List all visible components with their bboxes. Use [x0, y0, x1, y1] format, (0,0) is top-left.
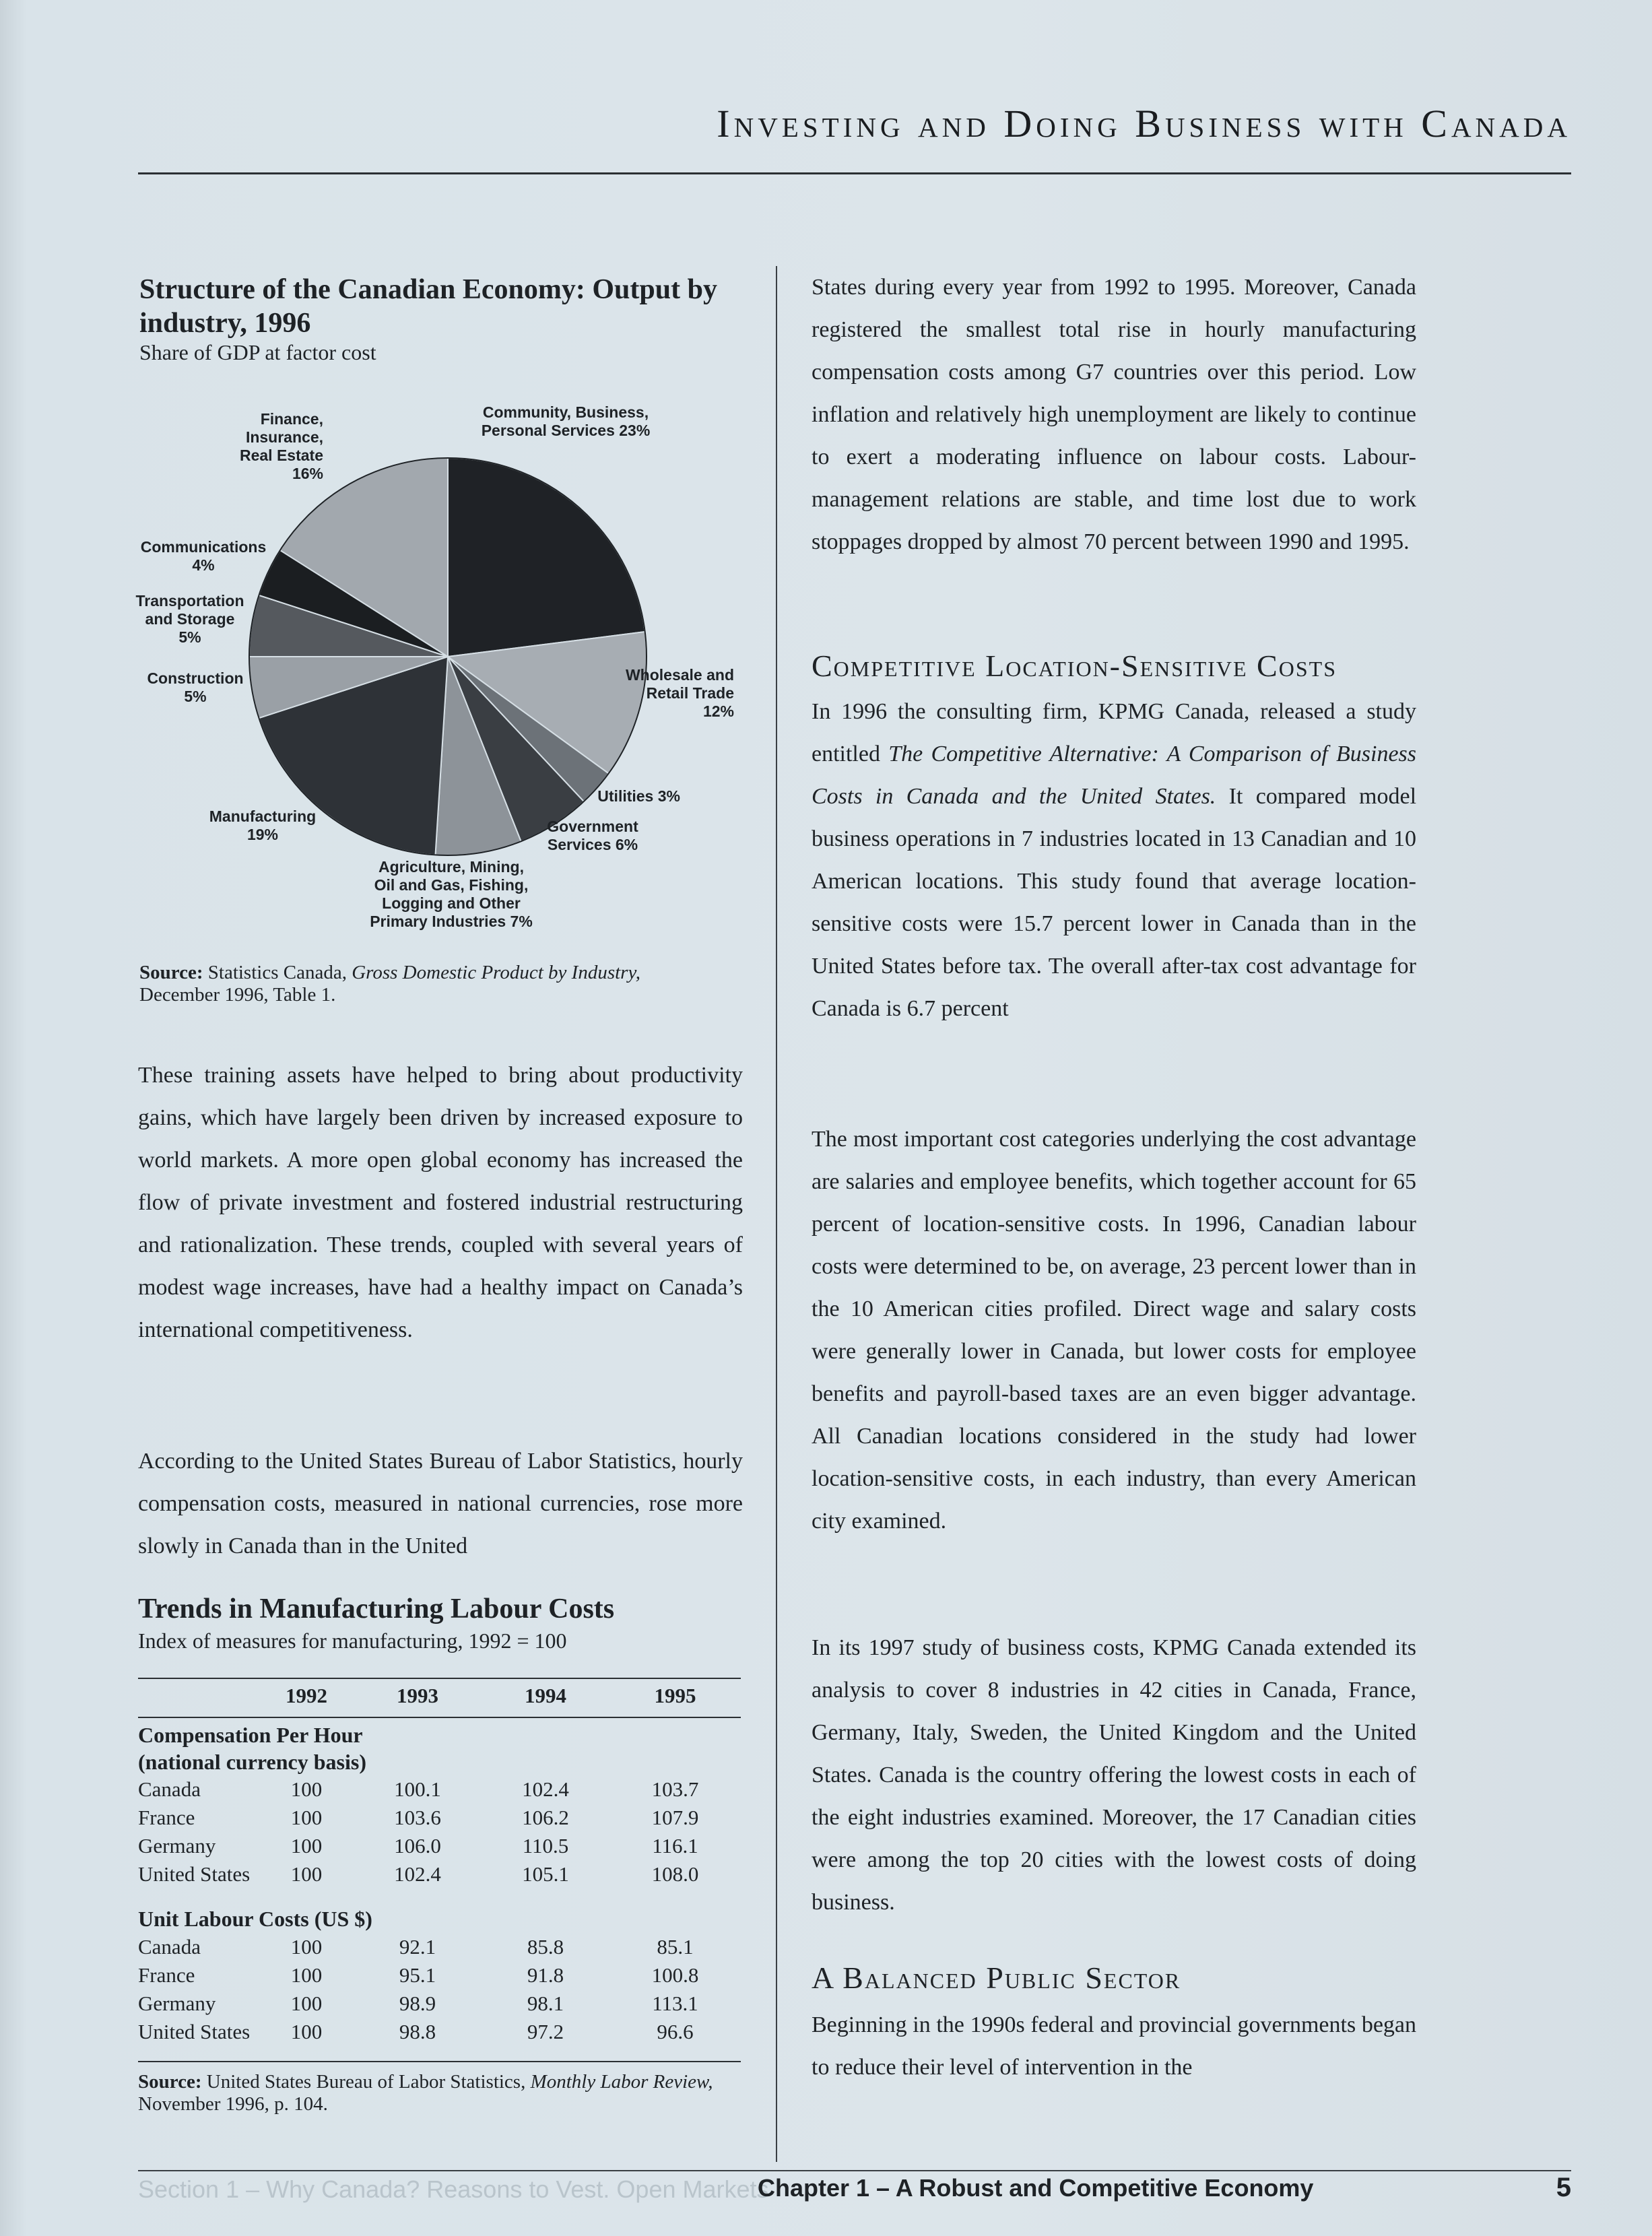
table-row — [138, 1860, 741, 1888]
cell: 100 — [290, 1935, 323, 1959]
cell: 97.2 — [527, 2020, 564, 2043]
column-header: 1995 — [654, 1684, 696, 1707]
row-label: Germany — [138, 1992, 216, 2015]
pie-slice-label: Transportation and Storage 5% — [135, 592, 244, 646]
cell: 100 — [290, 1992, 323, 2015]
cell: 116.1 — [652, 1834, 698, 1857]
column-divider — [776, 266, 777, 2162]
chart-source — [139, 962, 746, 1006]
table-group-heading — [138, 1888, 741, 1933]
table-row — [138, 1775, 741, 1804]
group-name: Unit Labour Costs (US $) — [138, 1907, 372, 1931]
cell: 98.1 — [527, 1992, 564, 2015]
cell: 100 — [290, 1963, 323, 1987]
pie-slice — [448, 458, 645, 657]
row-label: France — [138, 1963, 195, 1987]
table-row — [138, 1804, 741, 1832]
cell: 92.1 — [399, 1935, 436, 1959]
paragraph-text: It compared model business operations in 7 industries located in 13 Canadian and 10 American locations. This study found that average location-sensitive costs were 15.7 percent lower in Canada than in the United States before tax. The overall after-tax cost advantage for Canada is 6.7 percent — [812, 784, 1417, 1021]
table-subtitle: Index of measures for manufacturing, 1992 = 100 — [138, 1629, 567, 1653]
footer-rule — [138, 2170, 1571, 2171]
section-heading-public-sector: A Balanced Public Sector — [812, 1961, 1181, 1995]
pie-slice-label: Community, Business, Personal Services 23% — [481, 403, 651, 439]
column-header: 1992 — [286, 1684, 327, 1707]
cell: 100.1 — [394, 1777, 441, 1801]
section-heading-costs: Competitive Location-Sensitive Costs — [812, 649, 1337, 683]
row-label: United States — [138, 2020, 251, 2043]
cell: 110.5 — [522, 1834, 569, 1857]
page-number: 5 — [1556, 2173, 1571, 2202]
right-paragraph-2 — [812, 690, 1416, 1030]
header-rule — [138, 172, 1571, 174]
pie-slice-label: Communications 4% — [140, 538, 267, 574]
left-paragraph-2: According to the United States Bureau of Labor Statistics, hourly compensation costs, measured in national currencies, rose more slowly in Canada than in the United — [138, 1449, 743, 1558]
chart-subtitle: Share of GDP at factor cost — [139, 340, 376, 364]
cell: 102.4 — [522, 1777, 569, 1801]
table-source-text: United States Bureau of Labor Statistics, — [206, 2071, 526, 2093]
pie-slice-label: Agriculture, Mining, Oil and Gas, Fishing, Logging and Other Primary Industries 7% — [370, 858, 533, 930]
chart-title: Structure of the Canadian Economy: Output by industry, 1996 — [139, 274, 717, 339]
cell: 103.7 — [651, 1777, 699, 1801]
row-label: France — [138, 1806, 195, 1829]
cell: 100.8 — [651, 1963, 699, 1987]
pie-slice-label: Government Services 6% — [547, 818, 638, 853]
cell: 113.1 — [652, 1992, 698, 2015]
chart-source-label: Source: — [139, 962, 203, 983]
pie-slice-label: Finance, Insurance, Real Estate 16% — [239, 410, 323, 482]
cell: 96.6 — [657, 2020, 694, 2043]
row-label: Germany — [138, 1834, 216, 1857]
table-row — [138, 1832, 741, 1860]
right-paragraph-5: Beginning in the 1990s federal and provincial governments began to reduce their level of intervention in the — [812, 2012, 1416, 2080]
cell: 98.8 — [399, 2020, 436, 2043]
pie-slice-label: Wholesale and Retail Trade 12% — [625, 666, 734, 720]
pie-slice-label: Construction 5% — [147, 669, 244, 705]
table-header-row — [138, 1677, 741, 1715]
row-label: United States — [138, 1862, 251, 1886]
footer-ghost-text: Section 1 – Why Canada? Reasons to Vest. Open Markets — [138, 2175, 769, 2203]
cell: 108.0 — [651, 1862, 699, 1886]
column-header: 1993 — [397, 1684, 438, 1707]
cell: 100 — [290, 1862, 323, 1886]
table-title: Trends in Manufacturing Labour Costs — [138, 1593, 615, 1624]
table-source-title: Monthly Labor Review, — [530, 2071, 713, 2093]
table-bottom-rule — [138, 2061, 741, 2062]
cell: 98.9 — [399, 1992, 436, 2015]
table-row — [138, 1990, 741, 2018]
table-source — [138, 2071, 731, 2115]
footer-chapter-title: Chapter 1 – A Robust and Competitive Economy — [758, 2174, 1314, 2202]
cell: 106.2 — [522, 1806, 569, 1829]
table-source-label: Source: — [138, 2071, 202, 2093]
chart-source-tail: December 1996, Table 1. — [139, 984, 336, 1006]
group-name: Compensation Per Hour (national currency basis) — [138, 1723, 366, 1774]
cell: 106.0 — [394, 1834, 441, 1857]
row-label: Canada — [138, 1777, 201, 1801]
cell: 100 — [290, 1806, 323, 1829]
cell: 107.9 — [651, 1806, 699, 1829]
right-paragraph-3: The most important cost categories underlying the cost advantage are salaries and employee benefits, which together account for 65 percent of location-sensitive costs. In 1996, Canadian labour costs were determined to be, on average, 23 percent lower than in the 10 American cities profiled. Direct wage and salary costs were generally lower in Canada, but lower costs for employee benefits and payroll-based taxes are an even bigger advantage. All Canadian locations considered in the study had lower location-sensitive costs, in each industry, than every American city examined. — [812, 1127, 1416, 1534]
left-paragraph-1: These training assets have helped to bring about productivity gains, which have largely been driven by increased exposure to world markets. A more open global economy has increased the flow of private investment and fostered industrial restructuring and rationalization. These trends, coupled with several years of modest wage increases, have had a healthy impact on Canada’s international competitiveness. — [138, 1063, 743, 1342]
right-paragraph-4: In its 1997 study of business costs, KPMG Canada extended its analysis to cover 8 industries in 42 cities in Canada, France, Germany, Italy, Sweden, the United Kingdom and the United States. Canada is the country offering the lowest costs in each of the eight industries examined. Moreover, the 17 Canadian cities were among the top 20 cities with the lowest costs of doing business. — [812, 1635, 1416, 1915]
table-group-heading — [138, 1715, 741, 1775]
cell: 102.4 — [394, 1862, 441, 1886]
chart-source-title: Gross Domestic Product by Industry, — [352, 962, 640, 983]
labour-cost-table — [138, 1677, 741, 2046]
study-title: The Competitive Alternative: A Comparison of Business Costs in Canada and the United States. — [812, 742, 1416, 809]
chart-source-text: Statistics Canada, — [207, 962, 347, 983]
table-row — [138, 1933, 741, 1961]
paragraph-text: In 1996 the consulting firm, KPMG Canada, released a study entitled — [812, 699, 1416, 766]
cell: 100 — [290, 2020, 323, 2043]
cell: 85.1 — [657, 1935, 694, 1959]
cell: 100 — [290, 1834, 323, 1857]
table-source-tail: November 1996, p. 104. — [138, 2093, 328, 2115]
cell: 100 — [290, 1777, 323, 1801]
pie-slice-label: Manufacturing 19% — [209, 808, 317, 843]
pie-chart — [128, 397, 774, 956]
row-label: Canada — [138, 1935, 201, 1959]
cell: 85.8 — [527, 1935, 564, 1959]
cell: 95.1 — [399, 1963, 436, 1987]
table-row — [138, 1961, 741, 1990]
pie-slice-label: Utilities 3% — [597, 787, 680, 805]
cell: 105.1 — [522, 1862, 569, 1886]
cell: 103.6 — [394, 1806, 441, 1829]
table-row — [138, 2018, 741, 2046]
running-header: Investing and Doing Business with Canada — [717, 102, 1571, 145]
column-header: 1994 — [525, 1684, 566, 1707]
right-paragraph-1: States during every year from 1992 to 1995. Moreover, Canada registered the smallest total rise in hourly manufacturing compensation costs among G7 countries over this period. Low inflation and relatively high unemployment are likely to continue to exert a moderating influence on labour costs. Labour-management relations are stable, and time lost due to work stoppages dropped by almost 70 percent between 1990 and 1995. — [812, 275, 1416, 554]
cell: 91.8 — [527, 1963, 564, 1987]
